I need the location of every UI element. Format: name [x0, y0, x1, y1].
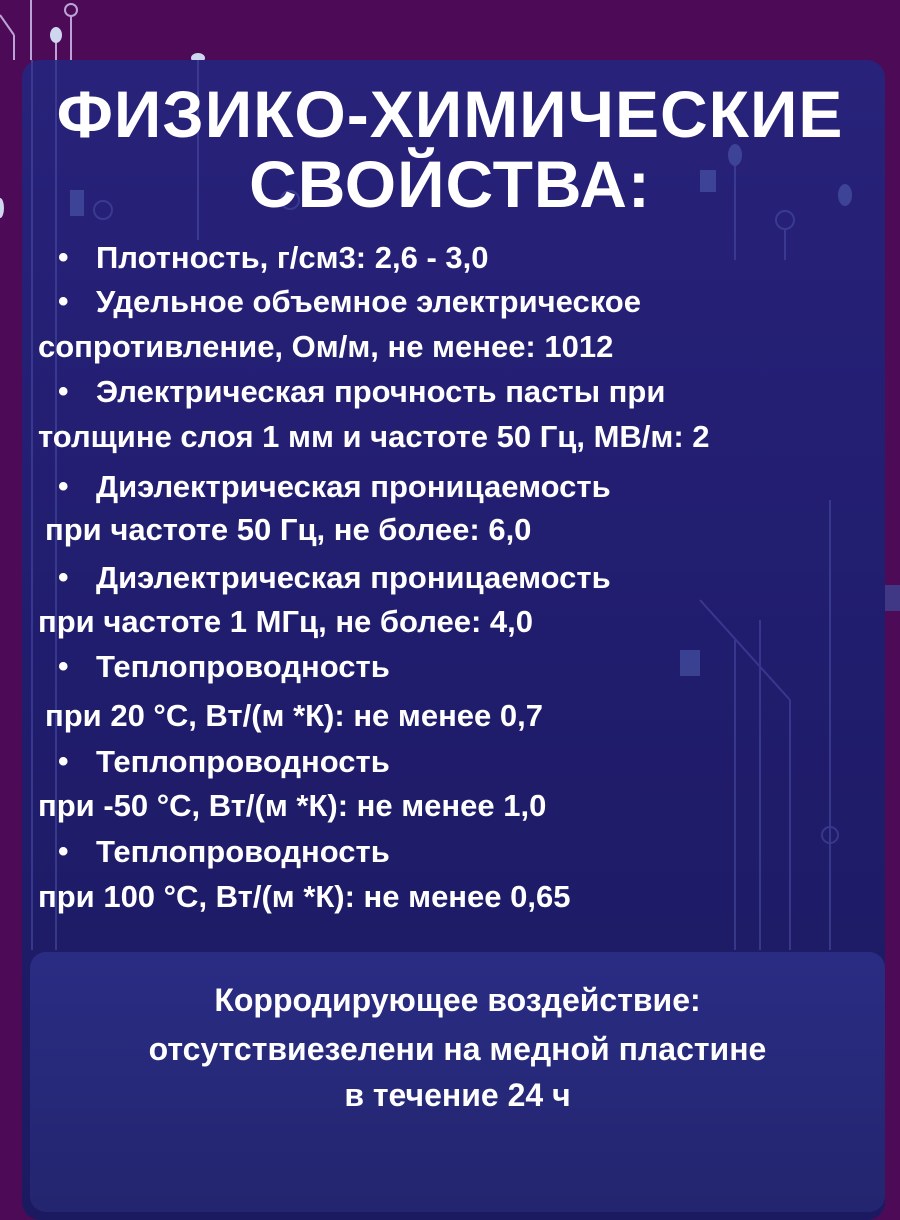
property-conductivity-20: Теплопроводность: [96, 649, 390, 684]
property-conductivity-minus50-cont: при -50 °С, Вт/(м *К): не менее 1,0: [38, 788, 547, 823]
bullet: •: [58, 650, 69, 683]
property-dielectric-strength-cont: толщине слоя 1 мм и частоте 50 Гц, МВ/м: 2: [38, 419, 710, 454]
bullet: •: [58, 285, 69, 318]
corrosion-line-2: отсутствиезелени на медной пластине: [148, 1031, 767, 1067]
property-conductivity-20-cont: при 20 °С, Вт/(м *К): не менее 0,7: [45, 698, 543, 733]
corrosion-line-1: Корродирующее воздействие:: [214, 982, 701, 1018]
corrosion-line-3: в течение 24 ч: [344, 1077, 571, 1113]
bullet: •: [58, 470, 69, 503]
property-conductivity-minus50: Теплопроводность: [96, 744, 390, 779]
property-permittivity-50hz: Диэлектрическая проницаемость: [96, 469, 611, 504]
bullet: •: [58, 241, 69, 274]
property-permittivity-1mhz-cont: при частоте 1 МГц, не более: 4,0: [38, 604, 534, 639]
property-permittivity-1mhz: Диэлектрическая проницаемость: [96, 560, 611, 595]
property-density: Плотность, г/см3: 2,6 - 3,0: [96, 240, 489, 275]
property-dielectric-strength: Электрическая прочность пасты при: [96, 374, 666, 409]
property-resistivity-cont: сопротивление, Ом/м, не менее: 1012: [38, 329, 614, 364]
property-resistivity: Удельное объемное электрическое: [96, 284, 641, 319]
bullet: •: [58, 561, 69, 594]
bullet: •: [58, 835, 69, 868]
title-line-2: СВОЙСТВА:: [249, 147, 651, 221]
bullet: •: [58, 745, 69, 778]
title-line-1: ФИЗИКО-ХИМИЧЕСКИЕ: [56, 77, 844, 151]
property-permittivity-50hz-cont: при частоте 50 Гц, не более: 6,0: [45, 512, 532, 547]
property-conductivity-100-cont: при 100 °С, Вт/(м *К): не менее 0,65: [38, 879, 571, 914]
property-conductivity-100: Теплопроводность: [96, 834, 390, 869]
bullet: •: [58, 375, 69, 408]
